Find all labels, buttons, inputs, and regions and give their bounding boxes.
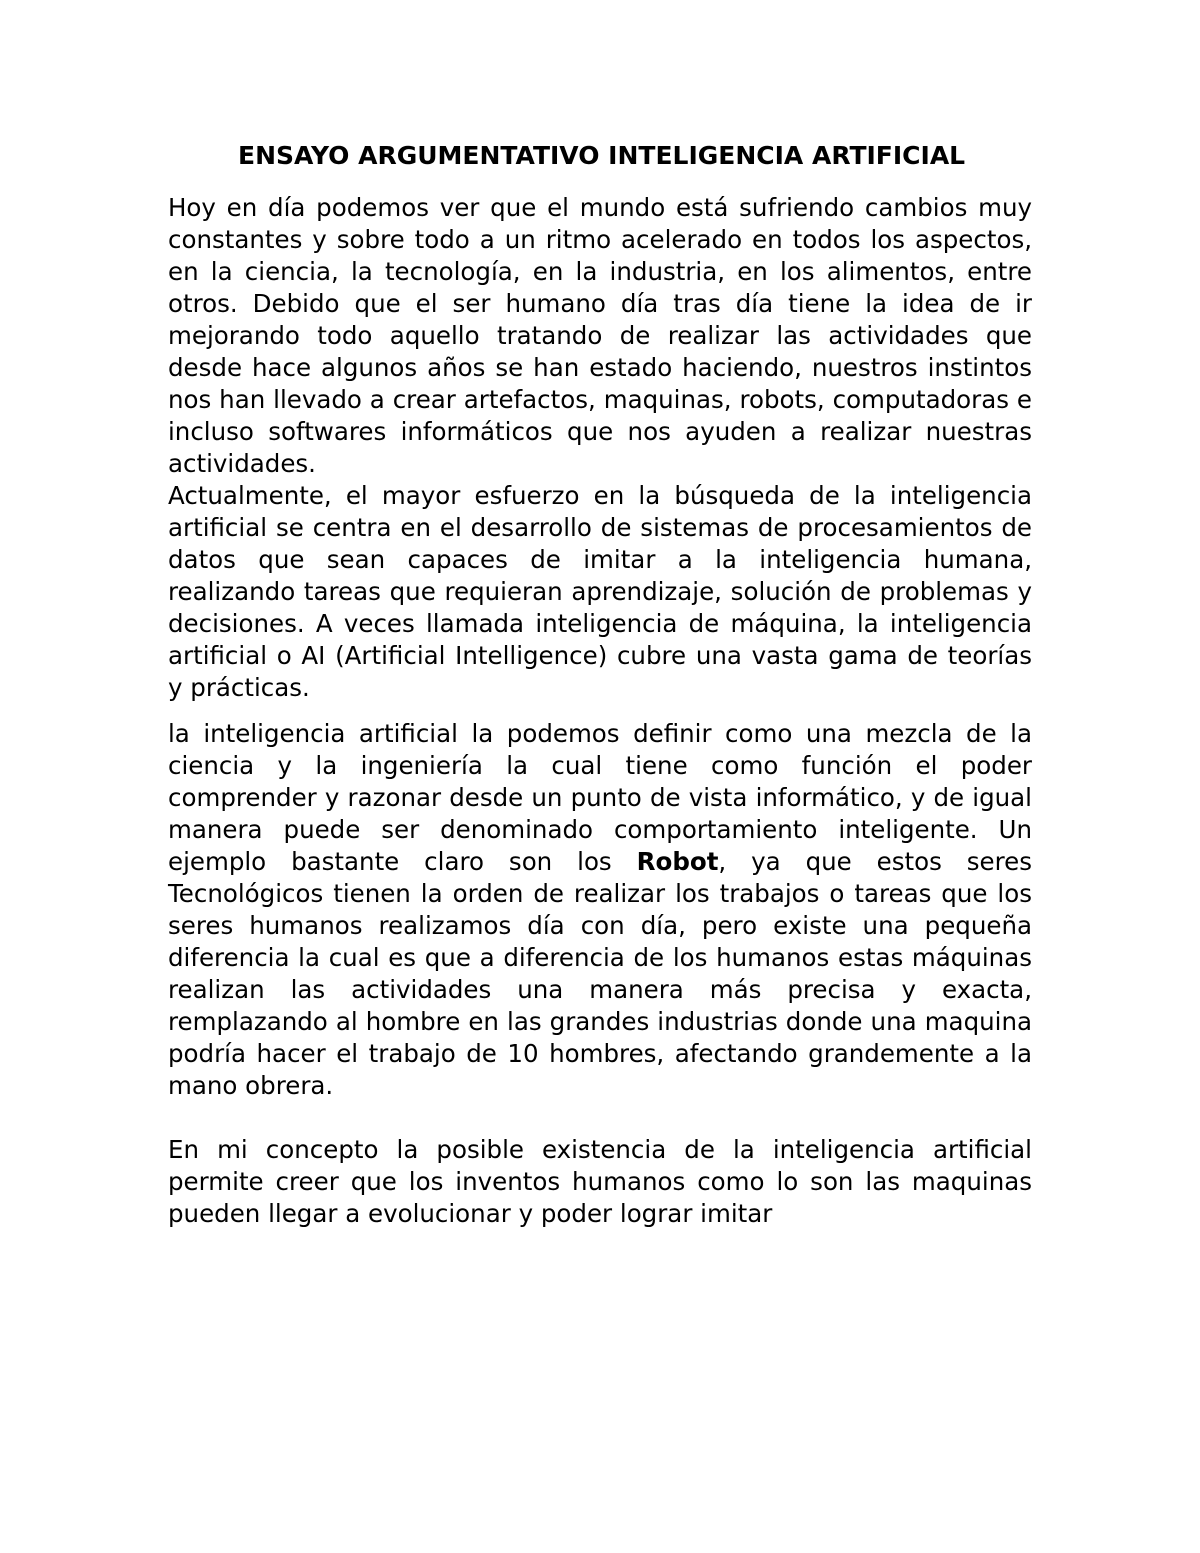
paragraph-4: En mi concepto la posible existencia de la inteligencia artificial permite creer que los inventos humanos como lo son las maquinas pueden llegar a evolucionar y poder lograr imitar xyxy=(168,1135,1032,1228)
paragraph-3 xyxy=(168,718,1032,1102)
paragraph-1: Hoy en día podemos ver que el mundo está sufriendo cambios muy constantes y sobre todo a un ritmo acelerado en todos los aspectos, en la ciencia, la tecnología, en la industria, en los alimentos, entre otros. Debido que el ser humano día tras día tiene la idea de ir mejorando todo aquello tratando de realizar las actividades que desde hace algunos años se han estado haciendo, nuestros instintos nos han llevado a crear artefactos, maquinas, robots, computadoras e incluso softwares informáticos que nos ayuden a realizar nuestras actividades. xyxy=(168,193,1032,478)
robot-bold-term: Robot xyxy=(636,847,719,876)
document-title: ENSAYO ARGUMENTATIVO INTELIGENCIA ARTIFICIAL xyxy=(238,141,966,170)
paragraph-3-start: la inteligencia artificial la podemos definir como una mezcla de la ciencia y la ingeniería la cual tiene como función el poder comprender y razonar desde un punto de vista informático, y de igual manera puede ser denominado comportamiento inteligente. Un ejemplo bastante claro son los xyxy=(168,719,1032,876)
paragraph-3-end: , ya que estos seres Tecnológicos tienen la orden de realizar los trabajos o tareas que los seres humanos realizamos día con día, pero existe una pequeña diferencia la cual es que a diferencia de los humanos estas máquinas realizan las actividades una manera más precisa y exacta, remplazando al hombre en las grandes industrias donde una maquina podría hacer el trabajo de 10 hombres, afectando grandemente a la mano obrera. xyxy=(168,847,1033,1100)
paragraph-2: Actualmente, el mayor esfuerzo en la búsqueda de la inteligencia artificial se centra en el desarrollo de sistemas de procesamientos de datos que sean capaces de imitar a la inteligencia humana, realizando tareas que requieran aprendizaje, solución de problemas y decisiones. A veces llamada inteligencia de máquina, la inteligencia artificial o AI (Artificial Intelligence) cubre una vasta gama de teorías y prácticas. xyxy=(168,481,1032,702)
document-body xyxy=(168,140,1032,1230)
